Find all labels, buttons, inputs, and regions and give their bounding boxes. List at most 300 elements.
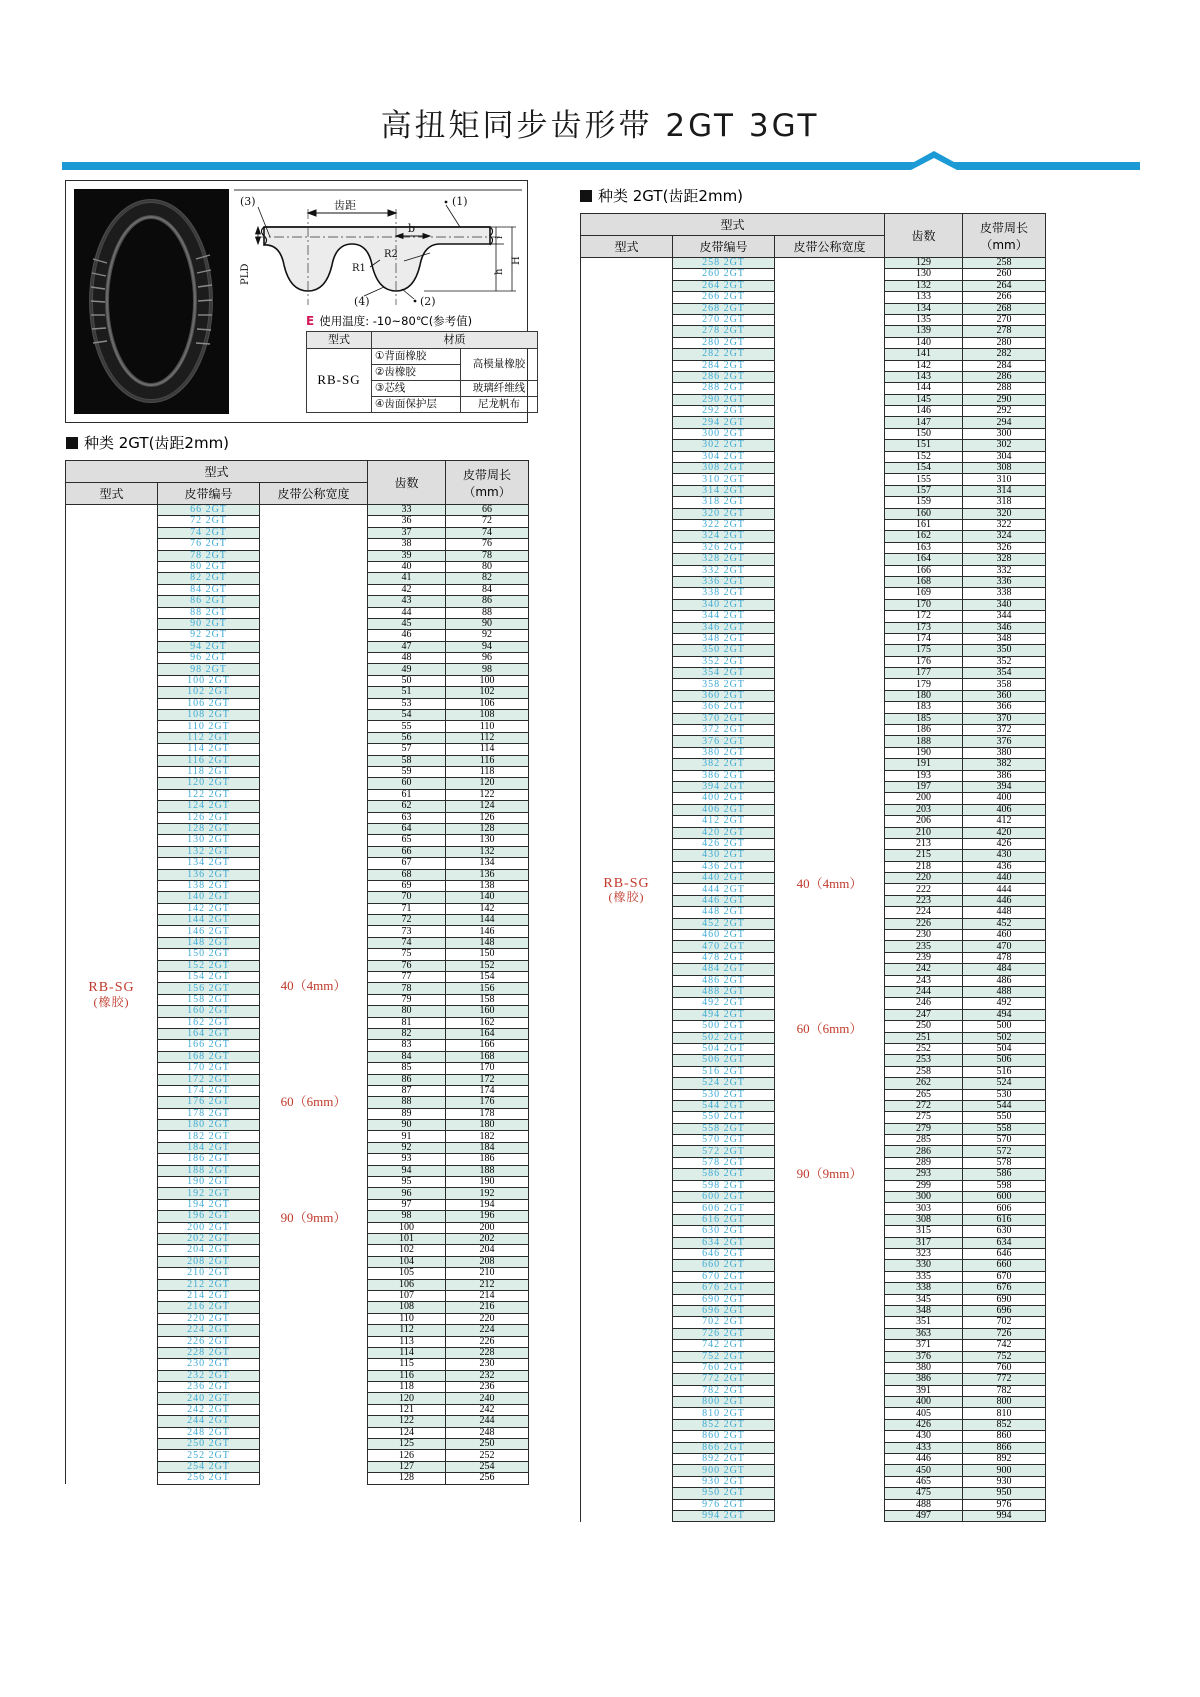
material-value: 玻璃纤维线 [461, 381, 538, 397]
belt-number-cell: 440 2GT [673, 873, 775, 884]
belt-number-cell: 598 2GT [673, 1180, 775, 1191]
belt-length-cell: 630 [963, 1226, 1046, 1237]
belt-number-cell: 164 2GT [158, 1028, 260, 1039]
teeth-count-cell: 87 [368, 1085, 446, 1096]
teeth-count-cell: 475 [885, 1488, 963, 1499]
belt-number-cell: 250 2GT [158, 1439, 260, 1450]
belt-length-cell: 232 [446, 1370, 529, 1381]
belt-number-cell: 90 2GT [158, 618, 260, 629]
belt-length-cell: 82 [446, 573, 529, 584]
teeth-count-cell: 97 [368, 1199, 446, 1210]
teeth-count-cell: 116 [368, 1370, 446, 1381]
teeth-count-cell: 206 [885, 816, 963, 827]
belt-number-cell: 258 2GT [673, 258, 775, 269]
belt-number-cell: 88 2GT [158, 607, 260, 618]
belt-length-cell: 168 [446, 1051, 529, 1062]
teeth-count-cell: 154 [885, 463, 963, 474]
belt-number-cell: 800 2GT [673, 1397, 775, 1408]
timing-belt-photo [74, 189, 229, 414]
belt-number-cell: 772 2GT [673, 1374, 775, 1385]
belt-number-cell: 96 2GT [158, 653, 260, 664]
teeth-count-cell: 134 [885, 303, 963, 314]
belt-length-cell: 100 [446, 675, 529, 686]
svg-text:齿距: 齿距 [334, 199, 356, 212]
svg-text:(1): (1) [452, 195, 468, 208]
teeth-count-cell: 44 [368, 607, 446, 618]
belt-length-cell: 328 [963, 554, 1046, 565]
belt-number-cell: 782 2GT [673, 1385, 775, 1396]
belt-number-cell: 138 2GT [158, 880, 260, 891]
belt-number-cell: 550 2GT [673, 1112, 775, 1123]
belt-number-cell: 702 2GT [673, 1317, 775, 1328]
svg-text:R1: R1 [352, 263, 366, 274]
belt-length-cell: 516 [963, 1066, 1046, 1077]
belt-length-cell: 436 [963, 861, 1046, 872]
belt-number-cell: 82 2GT [158, 573, 260, 584]
belt-number-cell: 122 2GT [158, 789, 260, 800]
belt-length-cell: 760 [963, 1362, 1046, 1373]
operating-temperature-note [306, 313, 536, 329]
belt-length-cell: 400 [963, 793, 1046, 804]
teeth-count-cell: 371 [885, 1340, 963, 1351]
belt-number-cell: 172 2GT [158, 1074, 260, 1085]
belt-number-cell: 72 2GT [158, 516, 260, 527]
belt-length-cell: 346 [963, 622, 1046, 633]
belt-number-cell: 194 2GT [158, 1199, 260, 1210]
belt-length-cell: 318 [963, 497, 1046, 508]
teeth-count-cell: 36 [368, 516, 446, 527]
teeth-count-cell: 250 [885, 1021, 963, 1032]
belt-number-cell: 192 2GT [158, 1188, 260, 1199]
belt-length-cell: 160 [446, 1006, 529, 1017]
teeth-count-cell: 446 [885, 1454, 963, 1465]
belt-length-cell: 380 [963, 747, 1046, 758]
belt-number-cell: 278 2GT [673, 326, 775, 337]
belt-number-cell: 112 2GT [158, 732, 260, 743]
teeth-count-cell: 488 [885, 1499, 963, 1510]
teeth-count-cell: 215 [885, 850, 963, 861]
belt-length-cell: 352 [963, 656, 1046, 667]
belt-length-cell: 752 [963, 1351, 1046, 1362]
belt-number-cell: 152 2GT [158, 960, 260, 971]
belt-length-cell: 128 [446, 823, 529, 834]
belt-number-cell: 154 2GT [158, 972, 260, 983]
belt-length-cell: 216 [446, 1302, 529, 1313]
belt-number-cell: 382 2GT [673, 759, 775, 770]
teeth-count-cell: 247 [885, 1009, 963, 1020]
belt-number-cell: 436 2GT [673, 861, 775, 872]
belt-number-cell: 210 2GT [158, 1268, 260, 1279]
belt-number-cell: 128 2GT [158, 823, 260, 834]
section-heading-right [580, 185, 743, 206]
belt-number-cell: 976 2GT [673, 1499, 775, 1510]
belt-length-cell: 322 [963, 519, 1046, 530]
belt-number-cell: 444 2GT [673, 884, 775, 895]
belt-length-cell: 524 [963, 1078, 1046, 1089]
teeth-count-cell: 106 [368, 1279, 446, 1290]
belt-length-cell: 136 [446, 869, 529, 880]
teeth-count-cell: 81 [368, 1017, 446, 1028]
belt-length-cell: 900 [963, 1465, 1046, 1476]
header-belt-no: 皮带编号 [673, 236, 775, 258]
belt-width-option: 60（6mm） [796, 1020, 863, 1036]
teeth-count-cell: 139 [885, 326, 963, 337]
belt-length-cell: 134 [446, 858, 529, 869]
belt-length-cell: 210 [446, 1268, 529, 1279]
belt-number-cell: 200 2GT [158, 1222, 260, 1233]
belt-number-cell: 126 2GT [158, 812, 260, 823]
belt-number-cell: 260 2GT [673, 269, 775, 280]
belt-length-cell: 572 [963, 1146, 1046, 1157]
belt-length-cell: 358 [963, 679, 1046, 690]
belt-length-cell: 270 [963, 314, 1046, 325]
belt-length-cell: 122 [446, 789, 529, 800]
belt-type-label: RB-SG (橡胶) [66, 505, 158, 1485]
belt-length-cell: 236 [446, 1382, 529, 1393]
belt-length-cell: 186 [446, 1154, 529, 1165]
belt-number-cell: 182 2GT [158, 1131, 260, 1142]
belt-length-cell: 696 [963, 1305, 1046, 1316]
belt-number-cell: 328 2GT [673, 554, 775, 565]
teeth-count-cell: 91 [368, 1131, 446, 1142]
belt-length-cell: 502 [963, 1032, 1046, 1043]
svg-text:(2): (2) [420, 295, 436, 307]
belt-number-cell: 866 2GT [673, 1442, 775, 1453]
belt-length-cell: 166 [446, 1040, 529, 1051]
page-title: 高扭矩同步齿形带 2GT 3GT [380, 108, 820, 144]
belt-number-cell: 386 2GT [673, 770, 775, 781]
belt-number-cell: 852 2GT [673, 1419, 775, 1430]
teeth-count-cell: 128 [368, 1473, 446, 1484]
belt-number-cell: 174 2GT [158, 1085, 260, 1096]
teeth-count-cell: 400 [885, 1397, 963, 1408]
belt-length-cell: 866 [963, 1442, 1046, 1453]
header-group-type: 型式 [581, 214, 885, 236]
teeth-count-cell: 101 [368, 1234, 446, 1245]
belt-length-cell: 248 [446, 1427, 529, 1438]
belt-length-cell: 126 [446, 812, 529, 823]
spec-header-group-row [581, 214, 1046, 236]
belt-length-cell: 260 [963, 269, 1046, 280]
belt-number-cell: 308 2GT [673, 463, 775, 474]
teeth-count-cell: 132 [885, 280, 963, 291]
belt-number-cell: 400 2GT [673, 793, 775, 804]
belt-number-cell: 690 2GT [673, 1294, 775, 1305]
header-belt-no: 皮带编号 [158, 483, 260, 505]
belt-length-cell: 288 [963, 383, 1046, 394]
belt-number-cell: 282 2GT [673, 349, 775, 360]
belt-length-cell: 194 [446, 1199, 529, 1210]
teeth-count-cell: 49 [368, 664, 446, 675]
header-length: 皮带周长（mm） [963, 214, 1046, 258]
belt-number-cell: 420 2GT [673, 827, 775, 838]
belt-length-cell: 660 [963, 1260, 1046, 1271]
belt-length-cell: 308 [963, 463, 1046, 474]
belt-number-cell: 208 2GT [158, 1256, 260, 1267]
teeth-count-cell: 135 [885, 314, 963, 325]
teeth-count-cell: 37 [368, 527, 446, 538]
belt-number-cell: 572 2GT [673, 1146, 775, 1157]
belt-length-cell: 586 [963, 1169, 1046, 1180]
teeth-count-cell: 246 [885, 998, 963, 1009]
belt-number-cell: 230 2GT [158, 1359, 260, 1370]
teeth-count-cell: 285 [885, 1135, 963, 1146]
temperature-key-icon: E [306, 314, 315, 328]
teeth-count-cell: 61 [368, 789, 446, 800]
teeth-count-cell: 83 [368, 1040, 446, 1051]
teeth-count-cell: 80 [368, 1006, 446, 1017]
belt-length-cell: 294 [963, 417, 1046, 428]
belt-length-cell: 578 [963, 1157, 1046, 1168]
belt-length-cell: 176 [446, 1097, 529, 1108]
teeth-count-cell: 380 [885, 1362, 963, 1373]
belt-number-cell: 586 2GT [673, 1169, 775, 1180]
belt-width-option: 40（4mm） [280, 978, 347, 994]
belt-number-cell: 810 2GT [673, 1408, 775, 1419]
teeth-count-cell: 157 [885, 485, 963, 496]
belt-length-cell: 994 [963, 1510, 1046, 1521]
bullet-square-icon [66, 437, 78, 449]
belt-length-cell: 314 [963, 485, 1046, 496]
svg-text:i: i [495, 236, 505, 239]
belt-length-cell: 178 [446, 1108, 529, 1119]
belt-length-cell: 244 [446, 1416, 529, 1427]
teeth-count-cell: 42 [368, 584, 446, 595]
belt-number-cell: 292 2GT [673, 406, 775, 417]
belt-length-cell: 348 [963, 633, 1046, 644]
belt-length-cell: 598 [963, 1180, 1046, 1191]
belt-length-cell: 86 [446, 596, 529, 607]
belt-length-cell: 484 [963, 964, 1046, 975]
teeth-count-cell: 465 [885, 1476, 963, 1487]
teeth-count-cell: 90 [368, 1120, 446, 1131]
teeth-count-cell: 168 [885, 576, 963, 587]
belt-length-cell: 158 [446, 994, 529, 1005]
belt-length-cell: 214 [446, 1290, 529, 1301]
belt-length-cell: 544 [963, 1100, 1046, 1111]
belt-length-cell: 690 [963, 1294, 1046, 1305]
belt-length-cell: 478 [963, 952, 1046, 963]
belt-length-cell: 470 [963, 941, 1046, 952]
belt-length-cell: 550 [963, 1112, 1046, 1123]
teeth-count-cell: 348 [885, 1305, 963, 1316]
belt-length-cell: 72 [446, 516, 529, 527]
teeth-count-cell: 272 [885, 1100, 963, 1111]
belt-length-cell: 930 [963, 1476, 1046, 1487]
teeth-count-cell: 179 [885, 679, 963, 690]
teeth-count-cell: 220 [885, 873, 963, 884]
belt-number-cell: 670 2GT [673, 1271, 775, 1282]
belt-length-cell: 212 [446, 1279, 529, 1290]
belt-number-cell: 372 2GT [673, 725, 775, 736]
belt-length-cell: 150 [446, 949, 529, 960]
belt-length-cell: 426 [963, 838, 1046, 849]
belt-length-cell: 102 [446, 687, 529, 698]
teeth-count-cell: 218 [885, 861, 963, 872]
belt-length-cell: 192 [446, 1188, 529, 1199]
belt-length-cell: 488 [963, 987, 1046, 998]
section-heading-left-label: 种类 2GT(齿距2mm) [84, 434, 230, 452]
belt-number-cell: 370 2GT [673, 713, 775, 724]
belt-number-cell: 254 2GT [158, 1461, 260, 1472]
belt-number-cell: 102 2GT [158, 687, 260, 698]
belt-number-cell: 726 2GT [673, 1328, 775, 1339]
belt-length-cell: 204 [446, 1245, 529, 1256]
header-type: 型式 [66, 483, 158, 505]
belt-number-cell: 426 2GT [673, 838, 775, 849]
belt-length-cell: 320 [963, 508, 1046, 519]
teeth-count-cell: 100 [368, 1222, 446, 1233]
teeth-count-cell: 170 [885, 599, 963, 610]
belt-number-cell: 76 2GT [158, 539, 260, 550]
belt-number-cell: 324 2GT [673, 531, 775, 542]
teeth-count-cell: 159 [885, 497, 963, 508]
bullet-square-icon [580, 190, 592, 202]
belt-length-cell: 726 [963, 1328, 1046, 1339]
teeth-count-cell: 200 [885, 793, 963, 804]
teeth-count-cell: 308 [885, 1214, 963, 1225]
belt-number-cell: 80 2GT [158, 561, 260, 572]
teeth-count-cell: 152 [885, 451, 963, 462]
belt-number-cell: 338 2GT [673, 588, 775, 599]
belt-number-cell: 314 2GT [673, 485, 775, 496]
section-heading-left [66, 432, 229, 453]
belt-number-cell: 142 2GT [158, 903, 260, 914]
teeth-count-cell: 41 [368, 573, 446, 584]
teeth-count-cell: 50 [368, 675, 446, 686]
belt-length-cell: 616 [963, 1214, 1046, 1225]
belt-number-cell: 318 2GT [673, 497, 775, 508]
belt-length-cell: 118 [446, 766, 529, 777]
belt-length-cell: 266 [963, 292, 1046, 303]
belt-number-cell: 106 2GT [158, 698, 260, 709]
material-type-value: RB-SG [307, 348, 372, 413]
material-part: ②齿橡胶 [372, 364, 461, 380]
teeth-count-cell: 169 [885, 588, 963, 599]
belt-length-cell: 300 [963, 428, 1046, 439]
teeth-count-cell: 275 [885, 1112, 963, 1123]
teeth-count-cell: 112 [368, 1325, 446, 1336]
teeth-count-cell: 253 [885, 1055, 963, 1066]
teeth-count-cell: 62 [368, 801, 446, 812]
belt-length-cell: 88 [446, 607, 529, 618]
material-part: ①背面橡胶 [372, 348, 461, 364]
belt-number-cell: 394 2GT [673, 781, 775, 792]
belt-length-cell: 782 [963, 1385, 1046, 1396]
teeth-count-cell: 262 [885, 1078, 963, 1089]
belt-length-cell: 460 [963, 930, 1046, 941]
teeth-count-cell: 38 [368, 539, 446, 550]
teeth-count-cell: 300 [885, 1192, 963, 1203]
belt-number-cell: 108 2GT [158, 710, 260, 721]
belt-length-cell: 148 [446, 937, 529, 948]
belt-number-cell: 752 2GT [673, 1351, 775, 1362]
teeth-count-cell: 405 [885, 1408, 963, 1419]
belt-length-cell: 282 [963, 349, 1046, 360]
belt-number-cell: 344 2GT [673, 611, 775, 622]
belt-length-cell: 90 [446, 618, 529, 629]
belt-length-cell: 600 [963, 1192, 1046, 1203]
belt-number-cell: 524 2GT [673, 1078, 775, 1089]
teeth-count-cell: 330 [885, 1260, 963, 1271]
teeth-count-cell: 161 [885, 519, 963, 530]
teeth-count-cell: 85 [368, 1063, 446, 1074]
belt-number-cell: 448 2GT [673, 907, 775, 918]
belt-number-cell: 232 2GT [158, 1370, 260, 1381]
belt-length-cell: 292 [963, 406, 1046, 417]
belt-length-cell: 446 [963, 895, 1046, 906]
belt-number-cell: 86 2GT [158, 596, 260, 607]
svg-text:PLD: PLD [240, 263, 251, 285]
belt-length-cell: 196 [446, 1211, 529, 1222]
belt-number-cell: 360 2GT [673, 690, 775, 701]
teeth-count-cell: 43 [368, 596, 446, 607]
belt-number-cell: 158 2GT [158, 994, 260, 1005]
belt-length-cell: 124 [446, 801, 529, 812]
teeth-count-cell: 65 [368, 835, 446, 846]
belt-number-cell: 558 2GT [673, 1123, 775, 1134]
belt-length-cell: 742 [963, 1340, 1046, 1351]
belt-number-cell: 226 2GT [158, 1336, 260, 1347]
teeth-count-cell: 115 [368, 1359, 446, 1370]
belt-length-cell: 224 [446, 1325, 529, 1336]
teeth-count-cell: 56 [368, 732, 446, 743]
belt-number-cell: 204 2GT [158, 1245, 260, 1256]
teeth-count-cell: 120 [368, 1393, 446, 1404]
belt-length-cell: 286 [963, 371, 1046, 382]
belt-length-cell: 142 [446, 903, 529, 914]
teeth-count-cell: 140 [885, 337, 963, 348]
teeth-count-cell: 118 [368, 1382, 446, 1393]
header-teeth: 齿数 [368, 461, 446, 505]
belt-length-cell: 444 [963, 884, 1046, 895]
belt-number-cell: 134 2GT [158, 858, 260, 869]
teeth-count-cell: 105 [368, 1268, 446, 1279]
teeth-count-cell: 151 [885, 440, 963, 451]
teeth-count-cell: 121 [368, 1404, 446, 1415]
teeth-count-cell: 60 [368, 778, 446, 789]
teeth-count-cell: 279 [885, 1123, 963, 1134]
teeth-count-cell: 174 [885, 633, 963, 644]
teeth-count-cell: 53 [368, 698, 446, 709]
belt-number-cell: 136 2GT [158, 869, 260, 880]
material-table-header-row [307, 332, 538, 349]
belt-number-cell: 286 2GT [673, 371, 775, 382]
teeth-count-cell: 376 [885, 1351, 963, 1362]
belt-length-cell: 336 [963, 576, 1046, 587]
belt-number-cell: 930 2GT [673, 1476, 775, 1487]
teeth-count-cell: 69 [368, 880, 446, 891]
belt-length-cell: 66 [446, 505, 529, 516]
belt-number-cell: 92 2GT [158, 630, 260, 641]
teeth-count-cell: 59 [368, 766, 446, 777]
temperature-text: 使用温度: -10~80℃(参考值) [319, 314, 473, 328]
belt-number-cell: 252 2GT [158, 1450, 260, 1461]
belt-length-cell: 220 [446, 1313, 529, 1324]
belt-number-cell: 240 2GT [158, 1393, 260, 1404]
belt-number-cell: 132 2GT [158, 846, 260, 857]
belt-number-cell: 202 2GT [158, 1234, 260, 1245]
belt-length-cell: 172 [446, 1074, 529, 1085]
belt-number-cell: 606 2GT [673, 1203, 775, 1214]
teeth-count-cell: 66 [368, 846, 446, 857]
belt-length-cell: 670 [963, 1271, 1046, 1282]
teeth-count-cell: 190 [885, 747, 963, 758]
belt-number-cell: 530 2GT [673, 1089, 775, 1100]
belt-length-cell: 530 [963, 1089, 1046, 1100]
belt-length-cell: 382 [963, 759, 1046, 770]
belt-number-cell: 124 2GT [158, 801, 260, 812]
